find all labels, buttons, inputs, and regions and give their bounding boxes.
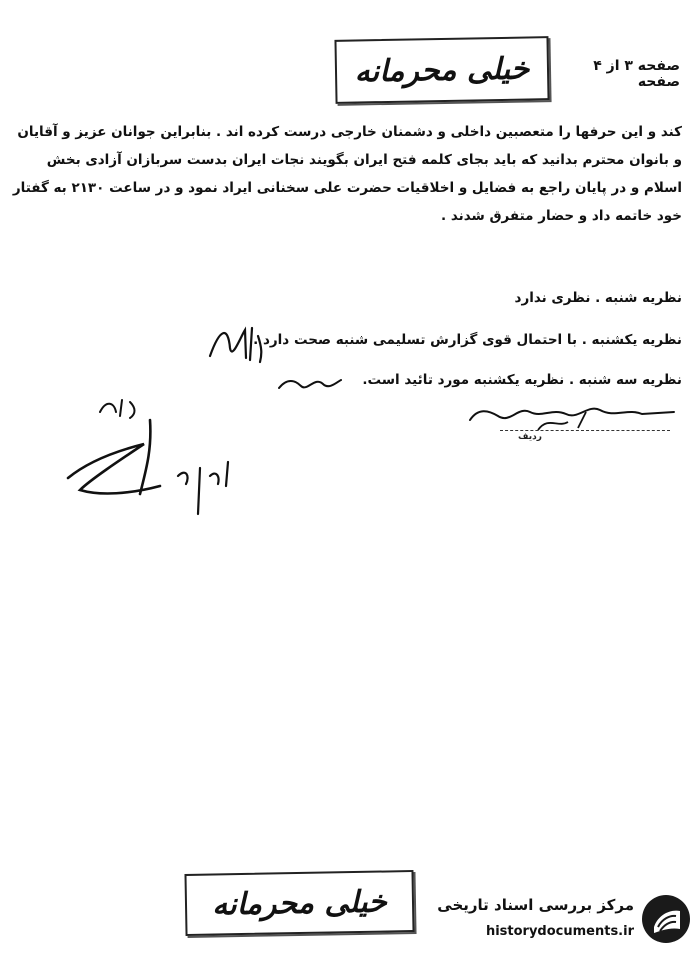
body-line-2: و بانوان محترم بدانید که باید بجای کلمه فتح ایران بگویند نجات ایران بدست سربازان آزادی بخش: [46, 152, 682, 168]
footer-org-name: مرکز بررسی اسناد تاریخی: [437, 896, 634, 914]
reference-row-label: ردیف: [518, 432, 542, 442]
body-line-4: خود خاتمه داد و حضار متفرق شدند .: [441, 208, 682, 224]
opinion-saturday: نظریه شنبه . نظری ندارد: [514, 290, 682, 306]
history-documents-logo-icon: [640, 893, 692, 945]
footer-website[interactable]: historydocuments.ir: [485, 924, 634, 939]
bottom-classification-stamp: خیلی محرمانه: [184, 870, 414, 936]
handwritten-amal-signature: [200, 318, 270, 366]
body-line-3: اسلام و در پایان راجع به فضایل و اخلاقیات حضرت علی سخنانی ایراد نمود و در ساعت ۲۱۳۰ به گفتار: [12, 180, 682, 196]
top-classification-stamp: خیلی محرمانه: [334, 36, 549, 104]
reference-number-box: [468, 398, 680, 434]
body-line-1: کند و این حرفها را متعصبین داخلی و دشمنان خارجی درست کرده اند . بنابراین جوانان عزیز و آقایان: [17, 124, 682, 140]
opinion-sunday: نظریه یکشنبه . با احتمال قوی گزارش تسلیمی شنبه صحت دارد .: [253, 332, 682, 348]
page-number: صفحه ۳ از ۴ صفحه: [593, 58, 680, 90]
handwritten-sepahi-signature: [275, 372, 345, 396]
left-handwritten-signature: [60, 390, 250, 530]
report-body: [10, 118, 682, 230]
opinion-tuesday: نظریه سه شنبه . نظریه یکشنبه مورد تائید است.: [362, 372, 682, 388]
amal-note-text: آ عمال: [200, 318, 203, 319]
